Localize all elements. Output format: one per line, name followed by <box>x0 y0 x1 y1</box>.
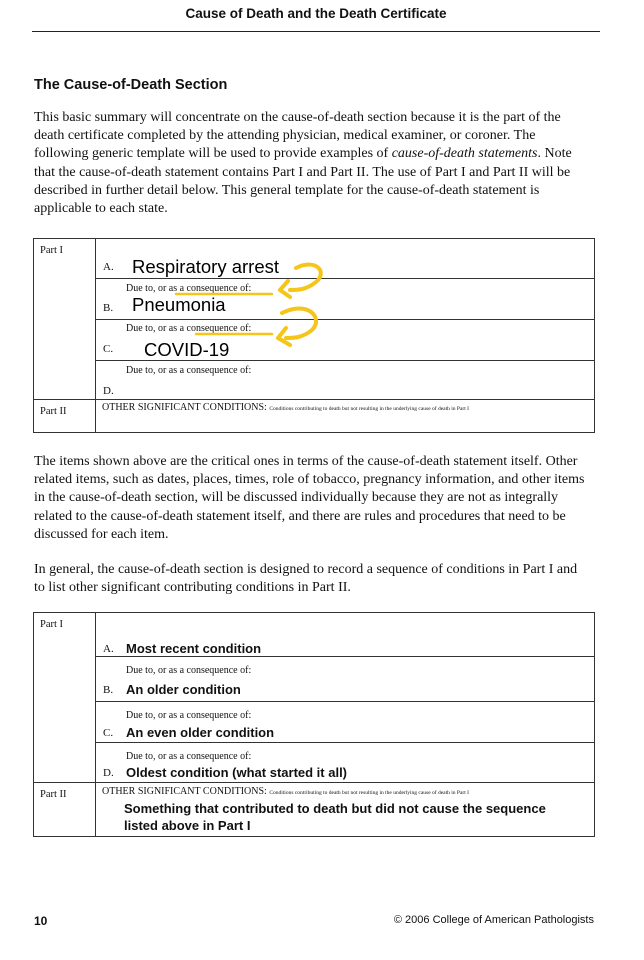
line-a <box>96 613 594 657</box>
other-significant-conditions: OTHER SIGNIFICANT CONDITIONS: Conditions contributing to death but not resulting in the underlying cause of death in Part I <box>102 786 469 797</box>
part2-label: Part II <box>34 400 96 433</box>
part2-entry: Something that contributed to death but did not cause the sequence listed above in Part I <box>124 801 546 833</box>
intro-text-2: . Note that the cause-of-death statement contains Part I and Part II. The use of Part I and Part II will be described in further detail below. This general template for the cause-of-death statement is applicable to each state. <box>34 146 572 217</box>
due-to-label: Due to, or as a consequence of: <box>126 323 252 334</box>
entry-a: Most recent condition <box>126 641 262 656</box>
line-c <box>96 702 594 743</box>
running-header: Cause of Death and the Death Certificate <box>185 6 447 21</box>
critical-items-paragraph: The items shown above are the critical ones in terms of the cause-of-death statement itself. Other related items, such as dates, places, times, role of tobacco, pregnancy information, and other items in the cause-of-death section, will be discussed individually because they are not as integrally related to the cause-of-death statement itself, and there are rules and procedures that need to be discussed for each item. <box>34 454 585 542</box>
general-paragraph: In general, the cause-of-death section is designed to record a sequence of conditions in Part I and to list other significant contributing conditions in Part II. <box>34 562 578 596</box>
line-d <box>96 743 594 782</box>
part1-label: Part I <box>34 239 96 400</box>
intro-emphasis: cause-of-death statements <box>391 146 538 162</box>
line-b <box>96 279 594 320</box>
entry-b: An older condition <box>126 682 241 697</box>
header-rule <box>32 31 600 32</box>
part2-label: Part II <box>34 783 96 837</box>
due-to-label: Due to, or as a consequence of: <box>126 365 252 376</box>
entry-c: An even older condition <box>126 725 275 740</box>
intro-text-1: This basic summary will concentrate on the cause-of-death section because it is the part of the death certificate completed by the attending physician, medical examiner, or coroner. The following generic template will be used to provide examples of <box>34 110 561 162</box>
due-to-label: Due to, or as a consequence of: <box>126 751 252 762</box>
other-significant-conditions: OTHER SIGNIFICANT CONDITIONS: Conditions contributing to death but not resulting in the underlying cause of death in Part I <box>102 402 469 413</box>
letter-a: A. <box>103 261 114 273</box>
line-d <box>96 361 594 399</box>
letter-d: D. <box>103 767 114 779</box>
cause-of-death-form-example <box>33 238 595 433</box>
entry-c: COVID-19 <box>144 339 230 360</box>
letter-c: C. <box>103 727 114 739</box>
intro-paragraph <box>34 109 590 218</box>
due-to-label: Due to, or as a consequence of: <box>126 665 252 676</box>
letter-a: A. <box>103 643 114 655</box>
due-to-label: Due to, or as a consequence of: <box>126 710 252 721</box>
letter-b: B. <box>103 684 114 696</box>
cause-of-death-form-template <box>33 612 595 837</box>
part1-label: Part I <box>34 613 96 783</box>
line-b <box>96 657 594 702</box>
entry-d: Oldest condition (what started it all) <box>126 765 348 780</box>
letter-b: B. <box>103 302 114 314</box>
copyright: © 2006 College of American Pathologists <box>393 914 594 926</box>
page-number: 10 <box>34 914 48 928</box>
section-title: The Cause-of-Death Section <box>34 77 228 93</box>
entry-b: Pneumonia <box>132 294 226 315</box>
letter-d: D. <box>103 385 114 397</box>
letter-c: C. <box>103 343 114 355</box>
line-c <box>96 320 594 361</box>
due-to-label: Due to, or as a consequence of: <box>126 283 252 294</box>
line-a <box>96 239 594 279</box>
entry-a: Respiratory arrest <box>132 256 280 277</box>
